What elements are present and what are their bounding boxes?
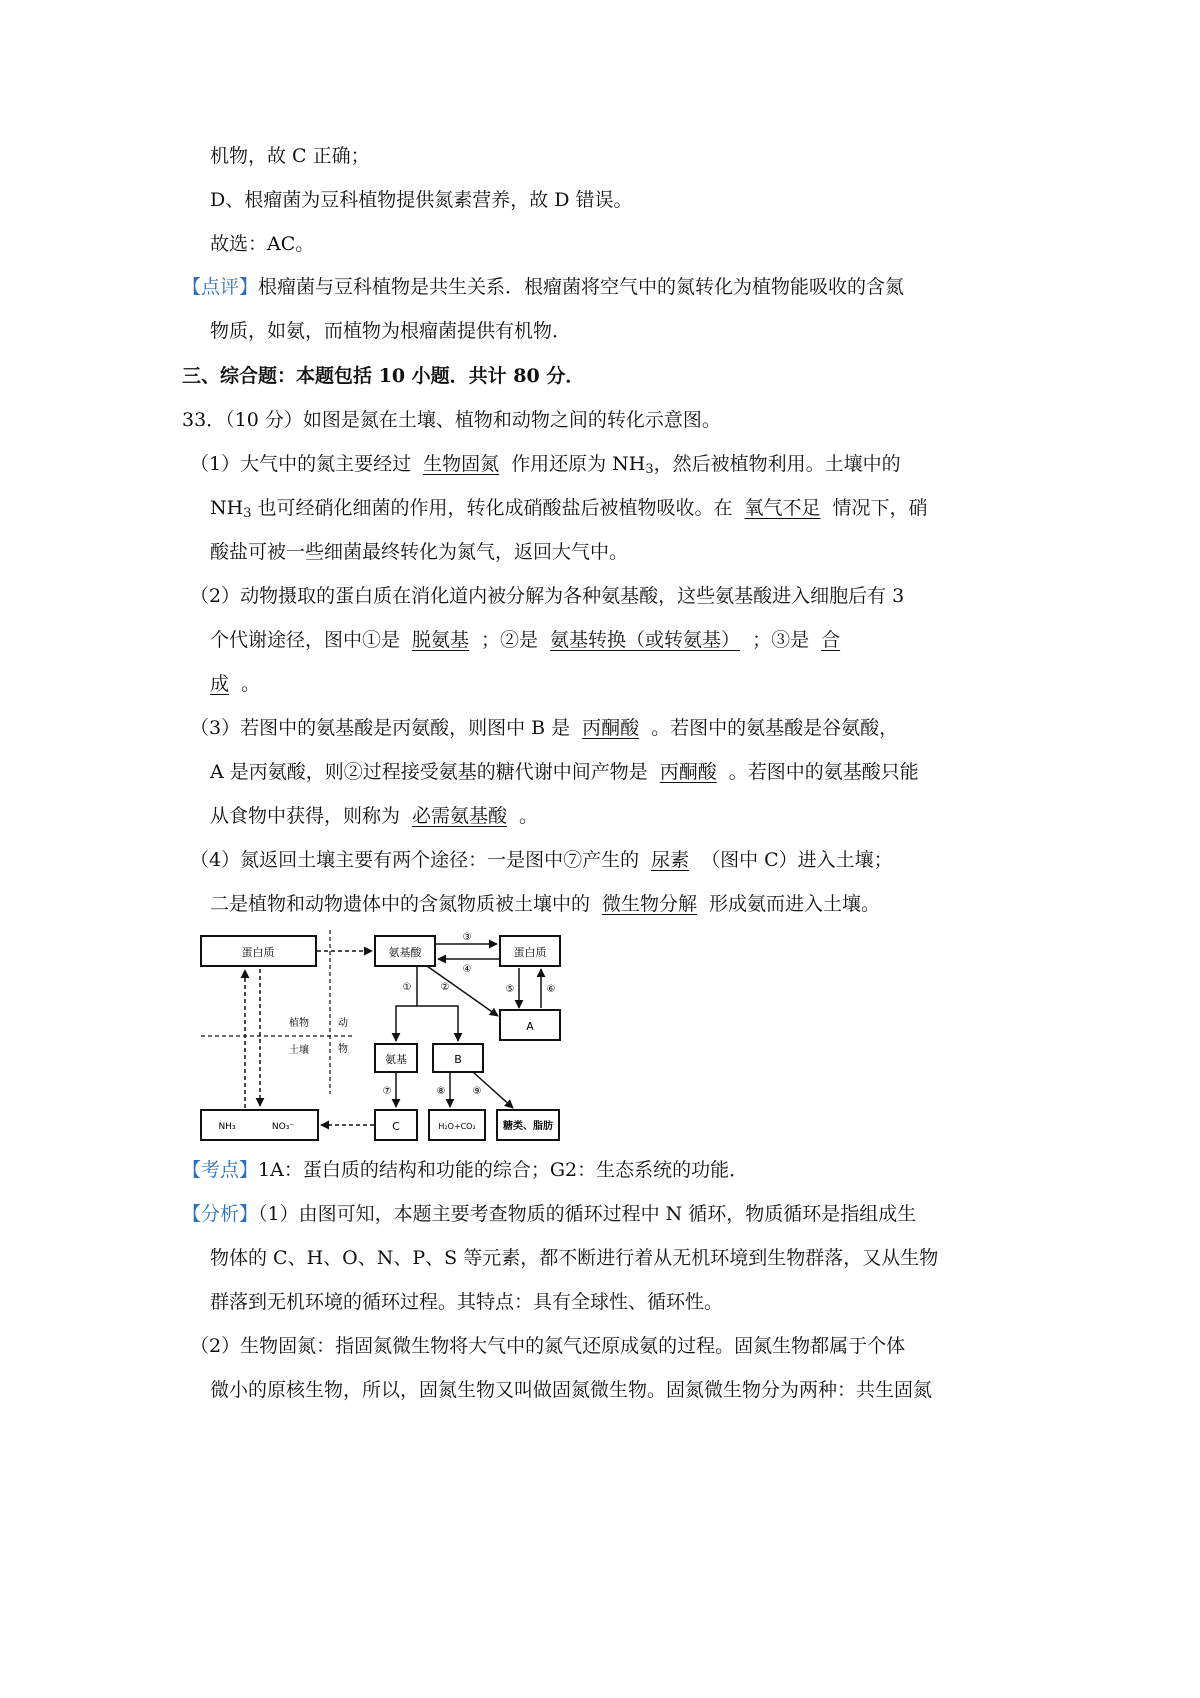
animal-label-2: 物 [338, 1044, 348, 1055]
label-9: ⑨ [472, 1086, 482, 1097]
section-title: 三、综合题：本题包括 10 小题．共计 80 分． [182, 365, 585, 387]
question-line: （2）动物摄取的蛋白质在消化道内被分解为各种氨基酸，这些氨基酸进入细胞后有 3 [190, 585, 905, 607]
h2o-co2-label: H₂O+CO₂ [438, 1122, 476, 1131]
question-line: 从食物中获得，则称为 必需氨基酸 。 [210, 802, 538, 830]
answer-blank: 丙酮酸 [582, 717, 640, 739]
analysis-line: 【分析】（1）由图可知，本题主要考查物质的循环过程中 N 循环，物质循环是指组成生 [182, 1203, 917, 1225]
label-4: ④ [462, 964, 472, 975]
question-line: 个代谢途径，图中①是 脱氨基 ；②是 氨基转换（或转氨基） ；③是 合 [210, 626, 852, 654]
review-line: 物质，如氨，而植物为根瘤菌提供有机物． [210, 320, 572, 342]
answer-blank: 生物固氮 [423, 453, 500, 475]
review-line: 【点评】根瘤菌与豆科植物是共生关系．根瘤菌将空气中的氮转化为植物能吸收的含氮 [182, 276, 905, 298]
answer-blank: 尿素 [651, 849, 690, 871]
no3-label: NO₃⁻ [271, 1122, 295, 1132]
label-2: ② [440, 982, 450, 993]
question-line: （1）大气中的氮主要经过 生物固氮 作用还原为 $NH_3$，然后被植物利用。土壤中的 [190, 450, 901, 484]
plant-label: 植物 [289, 1018, 309, 1029]
amino-acid-label: 氨基酸 [388, 946, 422, 959]
answer-blank: 成 [210, 673, 230, 695]
amino-group-label: 氨基 [385, 1053, 407, 1066]
analysis-line: （2）生物固氮：指固氮微生物将大气中的氮气还原成氨的过程。固氮生物都属于个体 [190, 1335, 906, 1357]
a-label: A [526, 1020, 534, 1033]
label-6: ⑥ [546, 984, 556, 995]
text-line: 故选：AC。 [210, 233, 315, 255]
soil-label: 土壤 [289, 1045, 309, 1056]
b-label: B [454, 1053, 462, 1066]
nh3-label: NH₃ [218, 1122, 236, 1132]
animal-label-1: 动 [338, 1018, 348, 1029]
exam-point-tag: 【考点】 [182, 1159, 259, 1181]
question-line: （4）氮返回土壤主要有两个途径：一是图中⑦产生的 尿素 （图中 C）进入土壤； [190, 846, 893, 874]
question-line: $NH_3$ 也可经硝化细菌的作用，转化成硝酸盐后被植物吸收。在 氧气不足 情况下，硝 [210, 494, 928, 528]
c-label: C [392, 1120, 400, 1133]
question-line: （3）若图中的氨基酸是丙氨酸，则图中 B 是 丙酮酸 。若图中的氨基酸是谷氨酸， [190, 714, 898, 742]
answer-blank: 氨基转换（或转氨基） [550, 629, 741, 651]
sugar-fat-label: 糖类、脂肪 [503, 1121, 553, 1132]
arrow-1 [396, 967, 417, 1041]
question-line: A 是丙氨酸，则②过程接受氨基的糖代谢中间产物是 丙酮酸 。若图中的氨基酸只能 [210, 758, 919, 786]
text-line: 机物，故 C 正确； [210, 145, 370, 167]
protein-left-label: 蛋白质 [241, 946, 275, 959]
exam-point-line: 【考点】1A：蛋白质的结构和功能的综合；G2：生态系统的功能． [182, 1159, 749, 1181]
answer-blank: 氧气不足 [744, 497, 821, 519]
label-1: ① [402, 982, 412, 993]
review-tag: 【点评】 [182, 276, 259, 298]
analysis-line: 物体的 C、H、O、N、P、S 等元素，都不断进行着从无机环境到生物群落，又从生物 [210, 1247, 939, 1269]
analysis-tag: 【分析】 [182, 1203, 259, 1225]
label-8: ⑧ [436, 1086, 446, 1097]
answer-blank: 合 [821, 629, 841, 651]
question-line: 成 。 [210, 670, 260, 698]
label-3: ③ [462, 932, 472, 943]
analysis-line: 微小的原核生物，所以，固氮生物又叫做固氮微生物。固氮微生物分为两种：共生固氮 [210, 1379, 933, 1401]
label-5: ⑤ [505, 984, 515, 995]
question-line: 二是植物和动物遗体中的含氮物质被土壤中的 微生物分解 形成氨而进入土壤。 [210, 890, 880, 918]
text-line: D、根瘤菌为豆科植物提供氮素营养，故 D 错误。 [210, 189, 633, 211]
question-stem: 33．（10 分）如图是氮在土壤、植物和动物之间的转化示意图。 [182, 409, 721, 431]
arrow-1-branch [417, 1006, 458, 1041]
answer-blank: 丙酮酸 [659, 761, 717, 783]
answer-blank: 微生物分解 [602, 893, 698, 915]
question-line: 酸盐可被一些细菌最终转化为氮气，返回大气中。 [210, 541, 629, 563]
answer-blank: 脱氨基 [412, 629, 470, 651]
answer-blank: 必需氨基酸 [412, 805, 508, 827]
nitrogen-cycle-diagram [195, 922, 570, 1144]
protein-right-label: 蛋白质 [513, 946, 547, 959]
analysis-line: 群落到无机环境的循环过程。其特点：具有全球性、循环性。 [210, 1291, 724, 1313]
label-7: ⑦ [382, 1086, 392, 1097]
